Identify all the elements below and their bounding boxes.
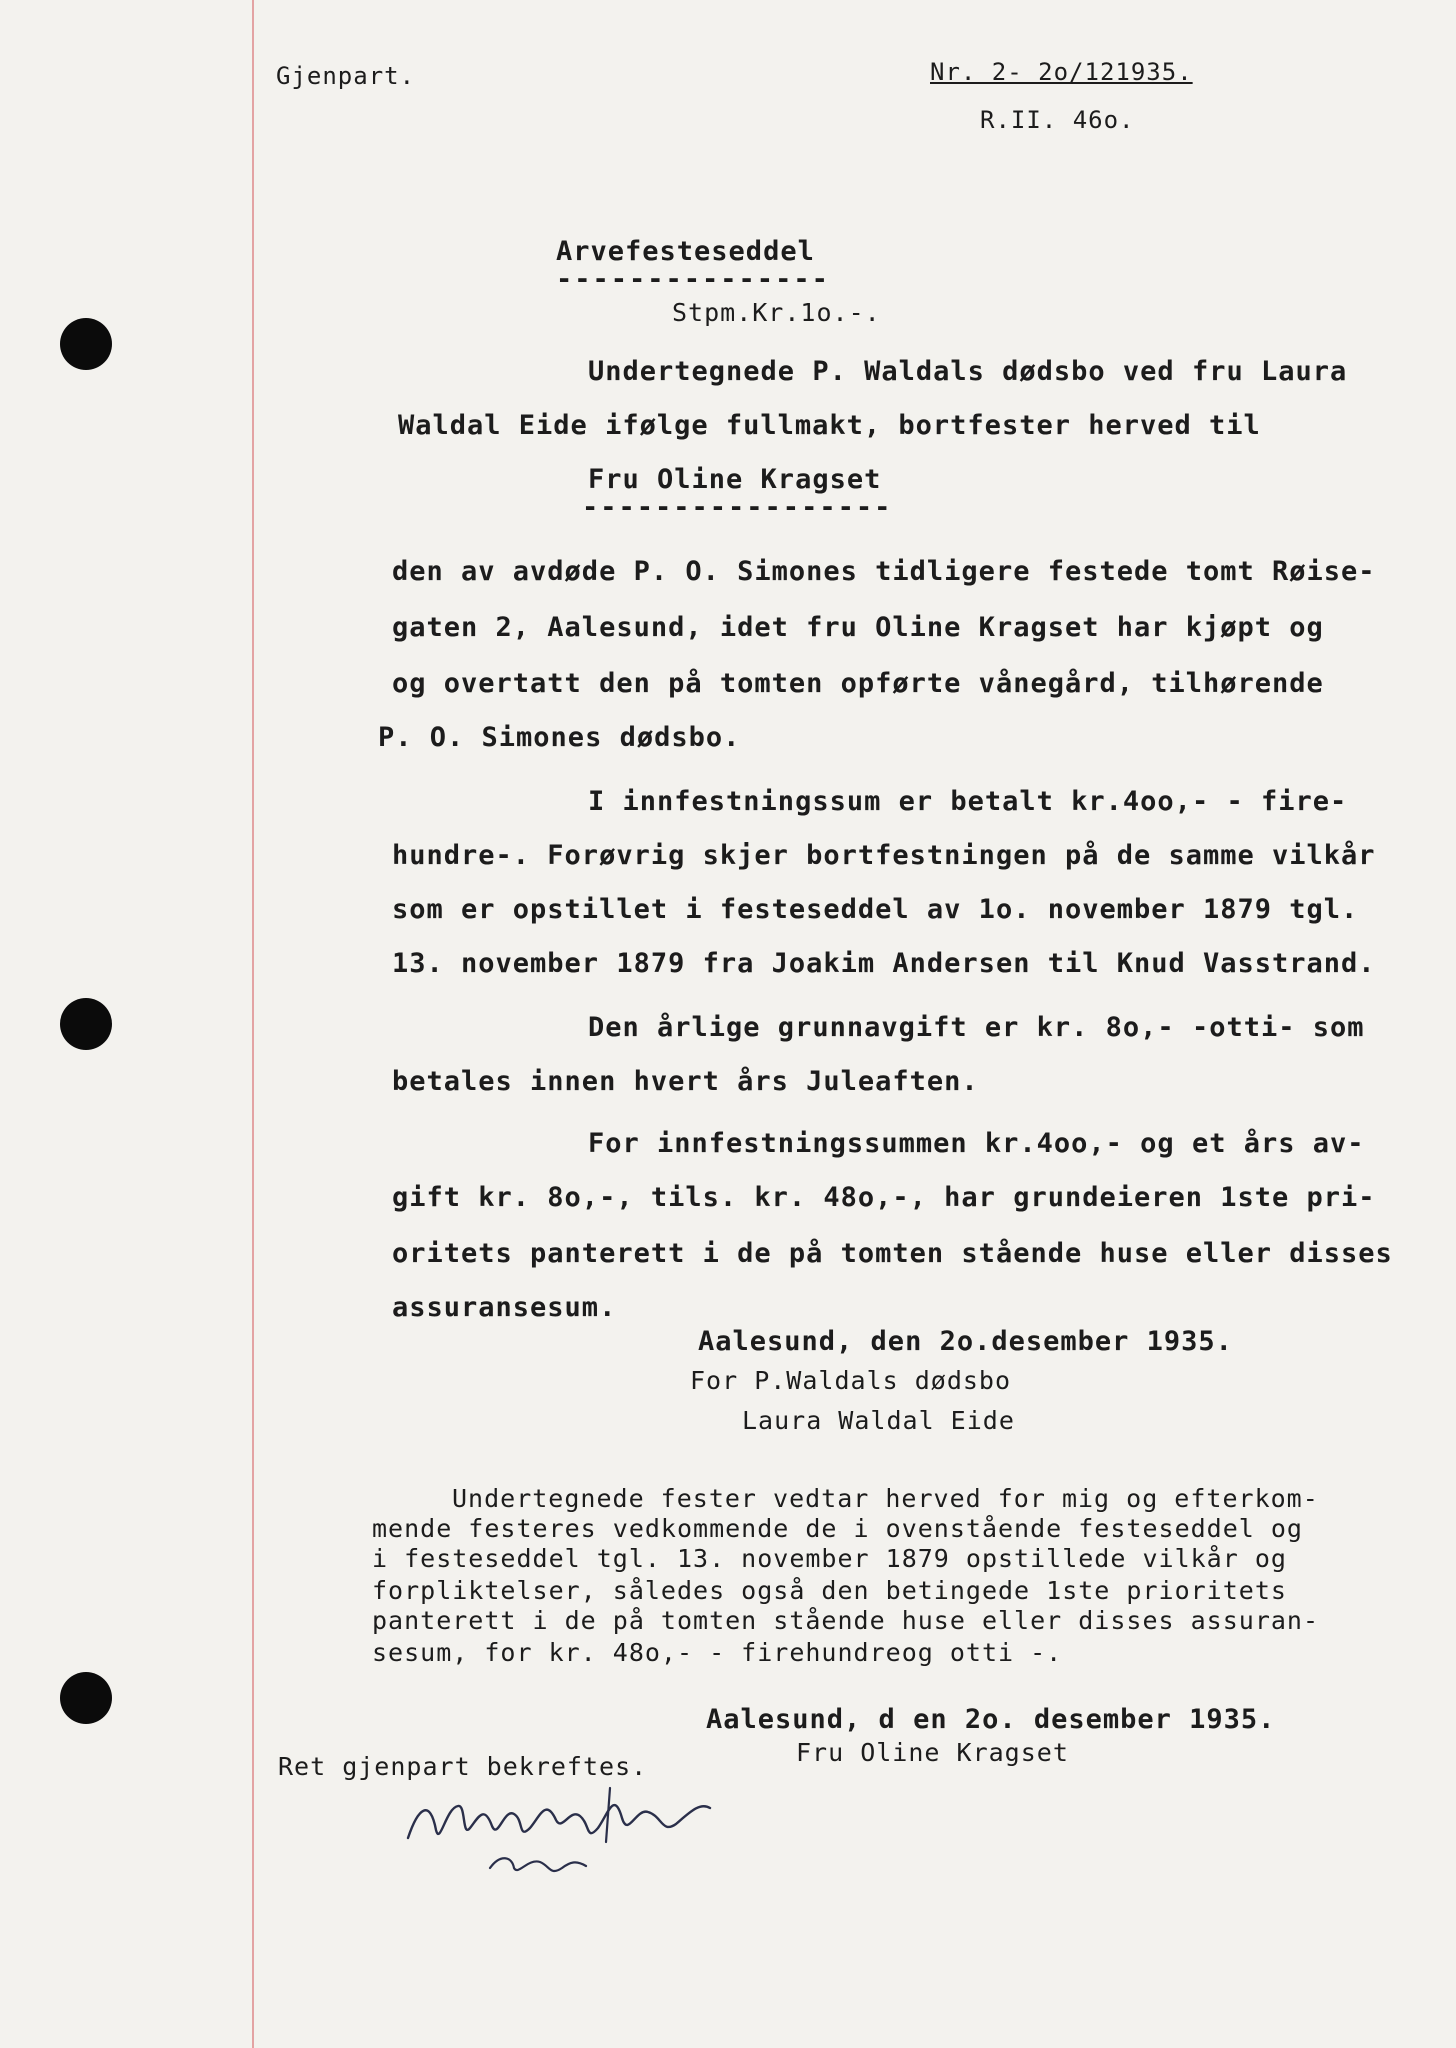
signature2-name: Fru Oline Kragset xyxy=(796,1738,1069,1767)
paragraph2-line-2: hundre-. Forøvrig skjer bortfestningen på de samme vilkår xyxy=(392,840,1376,871)
recipient-underline: ----------------- xyxy=(582,492,893,523)
signature1-name: Laura Waldal Eide xyxy=(742,1406,1015,1435)
punch-hole-top xyxy=(60,318,112,370)
paragraph2-line-3: som er opstillet i festeseddel av 1o. november 1879 tgl. xyxy=(392,894,1359,925)
margin-line xyxy=(252,0,254,2048)
intro-line-1: Undertegnede P. Waldals dødsbo ved fru Laura xyxy=(588,356,1348,387)
register-number: R.II. 46o. xyxy=(980,106,1135,134)
paragraph3-line-2: betales innen hvert års Juleaften. xyxy=(392,1066,979,1097)
acceptance-line-4: forpliktelser, således også den betingede 1ste prioritets xyxy=(372,1576,1287,1605)
signature1-for-line: For P.Waldals dødsbo xyxy=(690,1366,1012,1395)
stamp-duty: Stpm.Kr.1o.-. xyxy=(672,298,881,327)
certification-text: Ret gjenpart bekreftes. xyxy=(278,1752,648,1781)
paragraph1-line-3: og overtatt den på tomten opførte vånegård, tilhørende xyxy=(392,668,1324,699)
signature2-place-date: Aalesund, d en 2o. desember 1935. xyxy=(706,1704,1276,1735)
document-title: Arvefesteseddel xyxy=(556,236,815,267)
signature1-place-date: Aalesund, den 2o.desember 1935. xyxy=(698,1326,1233,1357)
paragraph4-line-1: For innfestningssummen kr.4oo,- og et års av- xyxy=(588,1128,1365,1159)
acceptance-line-6: sesum, for kr. 48o,- - firehundreog otti -. xyxy=(372,1638,1063,1667)
title-underline: --------------- xyxy=(556,264,830,295)
paragraph4-line-2: gift kr. 8o,-, tils. kr. 48o,-, har grundeieren 1ste pri- xyxy=(392,1182,1376,1213)
punch-hole-bottom xyxy=(60,1672,112,1724)
paragraph4-line-3: oritets panterett i de på tomten stående huse eller disses xyxy=(392,1238,1393,1269)
copy-label: Gjenpart. xyxy=(276,62,416,90)
paragraph1-line-2: gaten 2, Aalesund, idet fru Oline Kragset har kjøpt og xyxy=(392,612,1324,643)
acceptance-line-1: Undertegnede fester vedtar herved for mig og efterkom- xyxy=(452,1484,1319,1513)
paragraph2-line-4: 13. november 1879 fra Joakim Andersen til Knud Vasstrand. xyxy=(392,948,1376,979)
paragraph1-line-1: den av avdøde P. O. Simones tidligere festede tomt Røise- xyxy=(392,556,1376,587)
paragraph1-line-4: P. O. Simones dødsbo. xyxy=(378,722,741,753)
handwritten-signature xyxy=(400,1768,730,1888)
acceptance-line-5: panterett i de på tomten stående huse eller disses assuran- xyxy=(372,1606,1320,1635)
paragraph4-line-4: assuransesum. xyxy=(392,1292,617,1323)
paragraph3-line-1: Den årlige grunnavgift er kr. 8o,- -otti- som xyxy=(588,1012,1365,1043)
punch-hole-middle xyxy=(60,998,112,1050)
acceptance-line-2: mende festeres vedkommende de i ovenstående festeseddel og xyxy=(372,1514,1303,1543)
recipient-name: Fru Oline Kragset xyxy=(588,464,882,495)
document-number: Nr. 2- 2o/121935. xyxy=(930,58,1193,86)
acceptance-line-3: i festeseddel tgl. 13. november 1879 opstillede vilkår og xyxy=(372,1544,1287,1573)
paragraph2-line-1: I innfestningssum er betalt kr.4oo,- - fire- xyxy=(588,786,1348,817)
intro-line-2: Waldal Eide ifølge fullmakt, bortfester herved til xyxy=(398,410,1261,441)
